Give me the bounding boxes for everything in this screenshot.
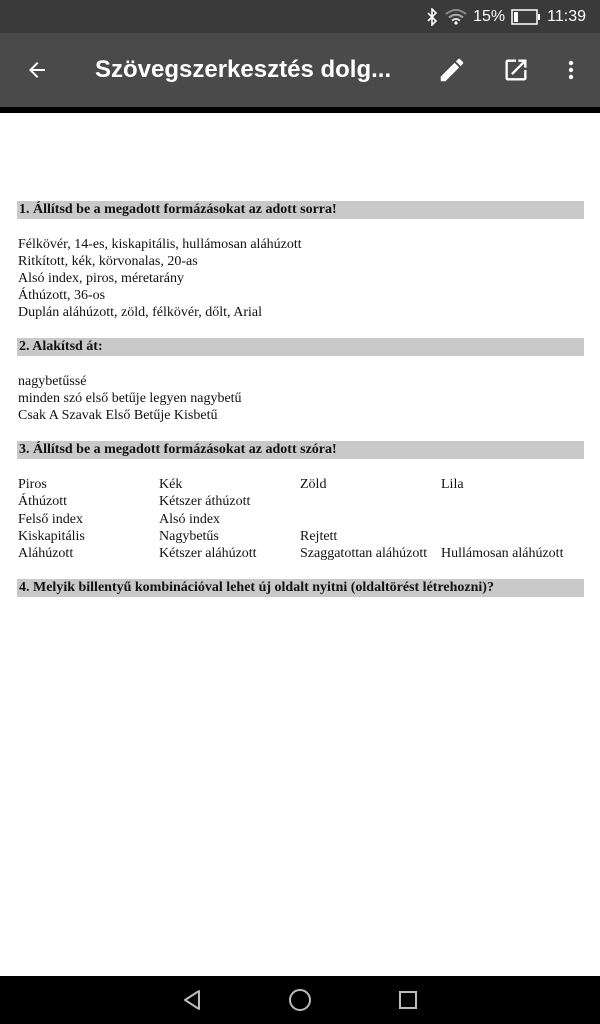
status-icons [425,0,586,33]
section1-line: Ritkított, kék, körvonalas, 20-as [18,254,198,269]
nav-home-button[interactable] [286,986,314,1014]
section1-line: Alsó index, piros, méretarány [18,271,185,286]
section4-heading: 4. Melyik billentyű kombinációval lehet új oldalt nyitni (oldaltörést létrehozni)? [17,579,584,597]
edit-button[interactable] [432,52,472,88]
arrow-back-icon [25,58,49,82]
table-cell: Áthúzott [18,494,67,509]
section2-line: minden szó első betűje legyen nagybetű [18,391,242,406]
table-cell: Aláhúzott [18,546,74,561]
more-options-button[interactable] [551,52,591,88]
table-cell: Felső index [18,512,83,527]
section2-heading: 2. Alakítsd át: [17,338,584,356]
section1-heading: 1. Állítsd be a megadott formázásokat az adott sorra! [17,201,584,219]
document-page [0,113,600,976]
back-button[interactable] [16,52,58,88]
table-cell: Szaggatottan aláhúzott [300,546,428,561]
table-cell: Kék [159,477,183,492]
circle-home-icon [287,987,313,1013]
table-cell: Alsó index [159,512,221,527]
pencil-icon [437,55,467,85]
section3-heading: 3. Állítsd be a megadott formázásokat az adott szóra! [17,441,584,459]
table-cell: Kiskapitális [18,529,85,544]
table-cell: Zöld [300,477,327,492]
table-cell: Hullámosan aláhúzott [441,546,564,561]
section1-line: Félkövér, 14-es, kiskapitális, hullámosan aláhúzott [18,237,302,252]
wifi-icon [445,9,467,25]
section2-line: nagybetűssé [18,374,87,389]
section1-line: Duplán aláhúzott, zöld, félkövér, dőlt, Arial [18,305,262,320]
nav-back-button[interactable] [178,986,206,1014]
triangle-back-icon [180,988,204,1012]
section2-line: Csak A Szavak Első Betűje Kisbetű [18,408,218,423]
table-cell: Kétszer áthúzott [159,494,251,509]
battery-icon [511,9,541,25]
table-cell: Rejtett [300,529,338,544]
table-cell: Piros [18,477,47,492]
document-title: Szövegszerkesztés dolg... [95,56,392,83]
open-external-button[interactable] [496,52,536,88]
table-cell: Lila [441,477,464,492]
status-bar [0,0,600,33]
open-in-new-icon [502,56,530,84]
table-cell: Kétszer aláhúzott [159,546,257,561]
bluetooth-icon [425,8,439,26]
more-vert-icon [559,58,583,82]
navigation-bar [0,976,600,1024]
battery-percent: 15% [473,7,506,25]
square-recents-icon [396,988,420,1012]
app-bar [0,33,600,107]
table-cell: Nagybetűs [159,529,219,544]
clock: 11:39 [547,7,586,25]
nav-recents-button[interactable] [394,986,422,1014]
section1-line: Áthúzott, 36-os [18,288,106,303]
